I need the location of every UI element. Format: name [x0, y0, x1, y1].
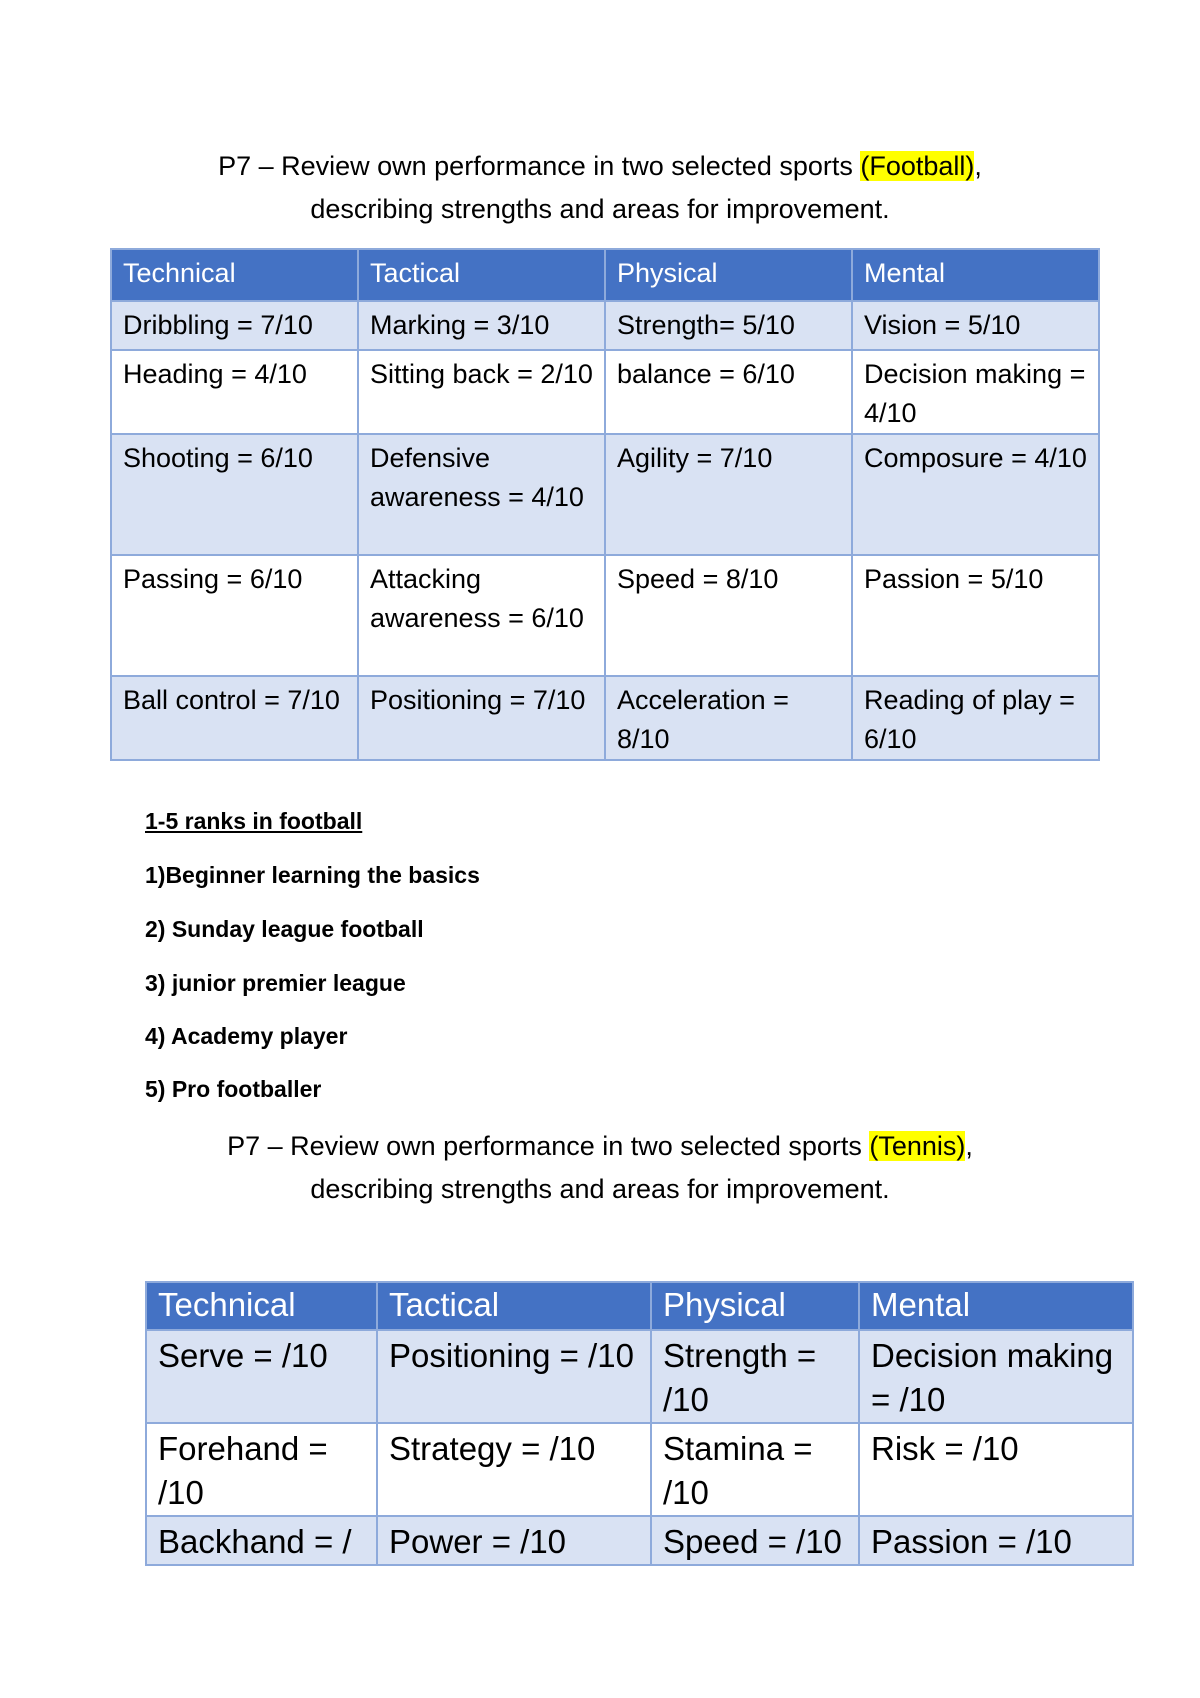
table-cell: Passion = /10: [859, 1516, 1133, 1565]
table-cell: Passing = 6/10: [111, 555, 358, 676]
table-header-row: [146, 1282, 1133, 1330]
table-cell: Dribbling = 7/10: [111, 301, 358, 350]
tennis-heading: [0, 1125, 1200, 1211]
table-cell: Sitting back = 2/10: [358, 350, 605, 434]
tennis-ratings-table: [145, 1281, 1134, 1566]
table-cell: Reading of play = 6/10: [852, 676, 1099, 760]
table-cell: Forehand = /10: [146, 1423, 377, 1516]
table-row: [146, 1516, 1133, 1565]
table-row: [111, 555, 1099, 676]
tennis-sport-highlight: (Tennis): [869, 1131, 966, 1161]
rank-item: 1)Beginner learning the basics: [145, 862, 480, 888]
football-heading: [0, 145, 1200, 231]
header-cell: Mental: [859, 1282, 1133, 1330]
table-cell: Serve = /10: [146, 1330, 377, 1423]
tennis-heading-comma: ,: [965, 1131, 973, 1161]
header-cell: Physical: [605, 249, 852, 301]
football-heading-comma: ,: [974, 151, 982, 181]
table-cell: Strength = /10: [651, 1330, 859, 1423]
table-row: [111, 301, 1099, 350]
header-cell: Technical: [111, 249, 358, 301]
tennis-heading-line1: [0, 1125, 1200, 1168]
header-cell: Physical: [651, 1282, 859, 1330]
tennis-heading-text: P7 – Review own performance in two selected sports: [227, 1131, 870, 1161]
table-cell: Positioning = 7/10: [358, 676, 605, 760]
table-cell: Vision = 5/10: [852, 301, 1099, 350]
header-cell: Technical: [146, 1282, 377, 1330]
table-cell: Defensive awareness = 4/10: [358, 434, 605, 555]
table-cell: Shooting = 6/10: [111, 434, 358, 555]
table-cell: Risk = /10: [859, 1423, 1133, 1516]
table-row: [146, 1423, 1133, 1516]
football-heading-text: P7 – Review own performance in two selected sports: [218, 151, 861, 181]
table-cell: Passion = 5/10: [852, 555, 1099, 676]
rank-item: 5) Pro footballer: [145, 1076, 322, 1102]
table-row: [111, 434, 1099, 555]
table-cell: Heading = 4/10: [111, 350, 358, 434]
table-cell: Strategy = /10: [377, 1423, 651, 1516]
table-cell: Strength= 5/10: [605, 301, 852, 350]
table-header-row: [111, 249, 1099, 301]
table-cell: Agility = 7/10: [605, 434, 852, 555]
football-ratings-table: [110, 248, 1100, 761]
table-row: [111, 350, 1099, 434]
table-cell: Attacking awareness = 6/10: [358, 555, 605, 676]
rank-item: 2) Sunday league football: [145, 916, 424, 942]
table-cell: Decision making = /10: [859, 1330, 1133, 1423]
table-cell: Composure = 4/10: [852, 434, 1099, 555]
table-cell: Backhand = /: [146, 1516, 377, 1565]
table-cell: Positioning = /10: [377, 1330, 651, 1423]
table-cell: Marking = 3/10: [358, 301, 605, 350]
table-row: [146, 1330, 1133, 1423]
table-cell: Speed = /10: [651, 1516, 859, 1565]
football-heading-line1: [0, 145, 1200, 188]
table-row: [111, 676, 1099, 760]
football-heading-line2: describing strengths and areas for improvement.: [310, 194, 890, 224]
football-sport-highlight: (Football): [860, 151, 975, 181]
rank-item: 4) Academy player: [145, 1023, 348, 1049]
header-cell: Mental: [852, 249, 1099, 301]
ranks-title: 1-5 ranks in football: [145, 808, 363, 834]
table-cell: balance = 6/10: [605, 350, 852, 434]
table-cell: Speed = 8/10: [605, 555, 852, 676]
header-cell: Tactical: [358, 249, 605, 301]
table-cell: Decision making = 4/10: [852, 350, 1099, 434]
table-cell: Ball control = 7/10: [111, 676, 358, 760]
header-cell: Tactical: [377, 1282, 651, 1330]
tennis-heading-line2: describing strengths and areas for improvement.: [310, 1174, 890, 1204]
rank-item: 3) junior premier league: [145, 970, 406, 996]
table-cell: Acceleration = 8/10: [605, 676, 852, 760]
table-cell: Stamina = /10: [651, 1423, 859, 1516]
table-cell: Power = /10: [377, 1516, 651, 1565]
